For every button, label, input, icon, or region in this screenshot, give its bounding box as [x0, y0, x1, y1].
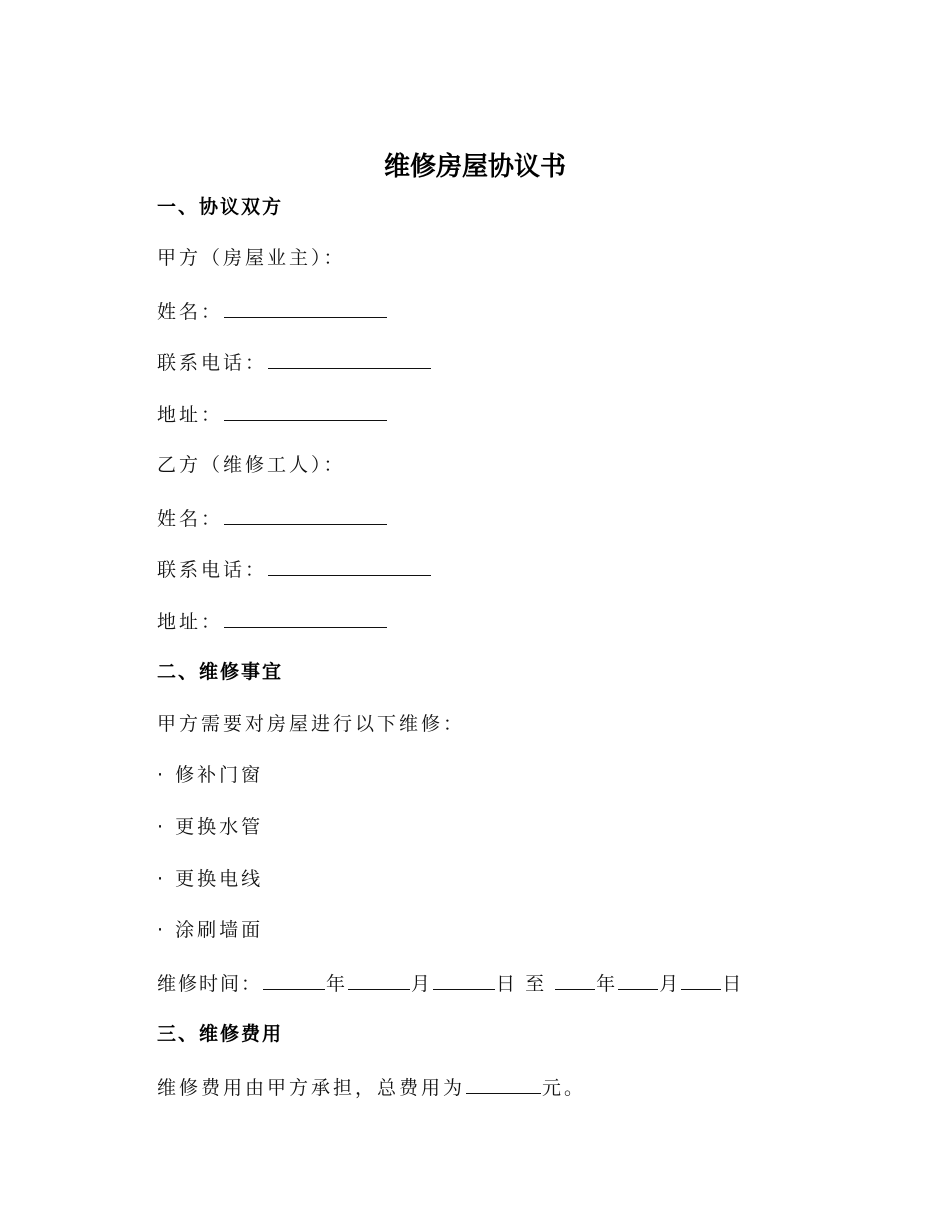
party-a-name-row: [157, 297, 388, 325]
party-b-name-label: 姓名：: [157, 508, 224, 530]
cost-row: [157, 1073, 586, 1101]
party-b-phone-label: 联系电话：: [157, 559, 268, 581]
start-month-field[interactable]: [348, 969, 410, 990]
party-a-address-row: [157, 400, 388, 428]
end-month-unit: 月: [659, 973, 681, 995]
party-b-phone-field[interactable]: [268, 555, 431, 576]
party-b-name-field[interactable]: [224, 504, 387, 525]
start-day-unit: 日: [496, 973, 518, 995]
end-day-field[interactable]: [681, 969, 721, 990]
section-heading-cost: 三、维修费用: [157, 1023, 284, 1045]
repair-item: · 修补门窗: [157, 764, 264, 786]
party-b-address-field[interactable]: [224, 607, 387, 628]
end-day-unit: 日: [722, 973, 744, 995]
start-day-field[interactable]: [433, 969, 495, 990]
party-b-address-row: [157, 607, 388, 635]
repair-item: · 更换电线: [157, 868, 264, 890]
section-heading-repairs: 二、维修事宜: [157, 661, 284, 683]
party-a-name-field[interactable]: [224, 297, 387, 318]
start-year-unit: 年: [326, 973, 348, 995]
party-a-address-field[interactable]: [224, 400, 387, 421]
party-a-phone-field[interactable]: [268, 348, 431, 369]
end-year-unit: 年: [596, 973, 618, 995]
repair-time-label: 维修时间：: [157, 973, 263, 995]
start-year-field[interactable]: [263, 969, 325, 990]
cost-text-before: 维修费用由甲方承担，总费用为: [157, 1077, 466, 1099]
party-b-phone-row: [157, 555, 432, 583]
party-b-address-label: 地址：: [157, 611, 224, 633]
start-month-unit: 月: [411, 973, 433, 995]
party-a-name-label: 姓名：: [157, 301, 224, 323]
section-heading-parties: 一、协议双方: [157, 196, 284, 218]
total-cost-field[interactable]: [466, 1073, 541, 1094]
party-b-label: 乙方（维修工人）：: [157, 454, 346, 476]
repair-time-row: [157, 969, 743, 997]
repairs-intro: 甲方需要对房屋进行以下维修：: [157, 713, 466, 735]
repair-item: · 涂刷墙面: [157, 919, 264, 941]
party-a-phone-label: 联系电话：: [157, 352, 268, 374]
time-to-label: 至: [525, 973, 547, 995]
party-a-phone-row: [157, 348, 432, 376]
end-month-field[interactable]: [618, 969, 658, 990]
party-b-name-row: [157, 504, 388, 532]
page-title: 维修房屋协议书: [383, 152, 566, 182]
party-a-label: 甲方（房屋业主）：: [157, 247, 346, 269]
end-year-field[interactable]: [555, 969, 595, 990]
party-a-address-label: 地址：: [157, 404, 224, 426]
repair-item: · 更换水管: [157, 816, 264, 838]
cost-text-after: 元。: [542, 1077, 587, 1099]
